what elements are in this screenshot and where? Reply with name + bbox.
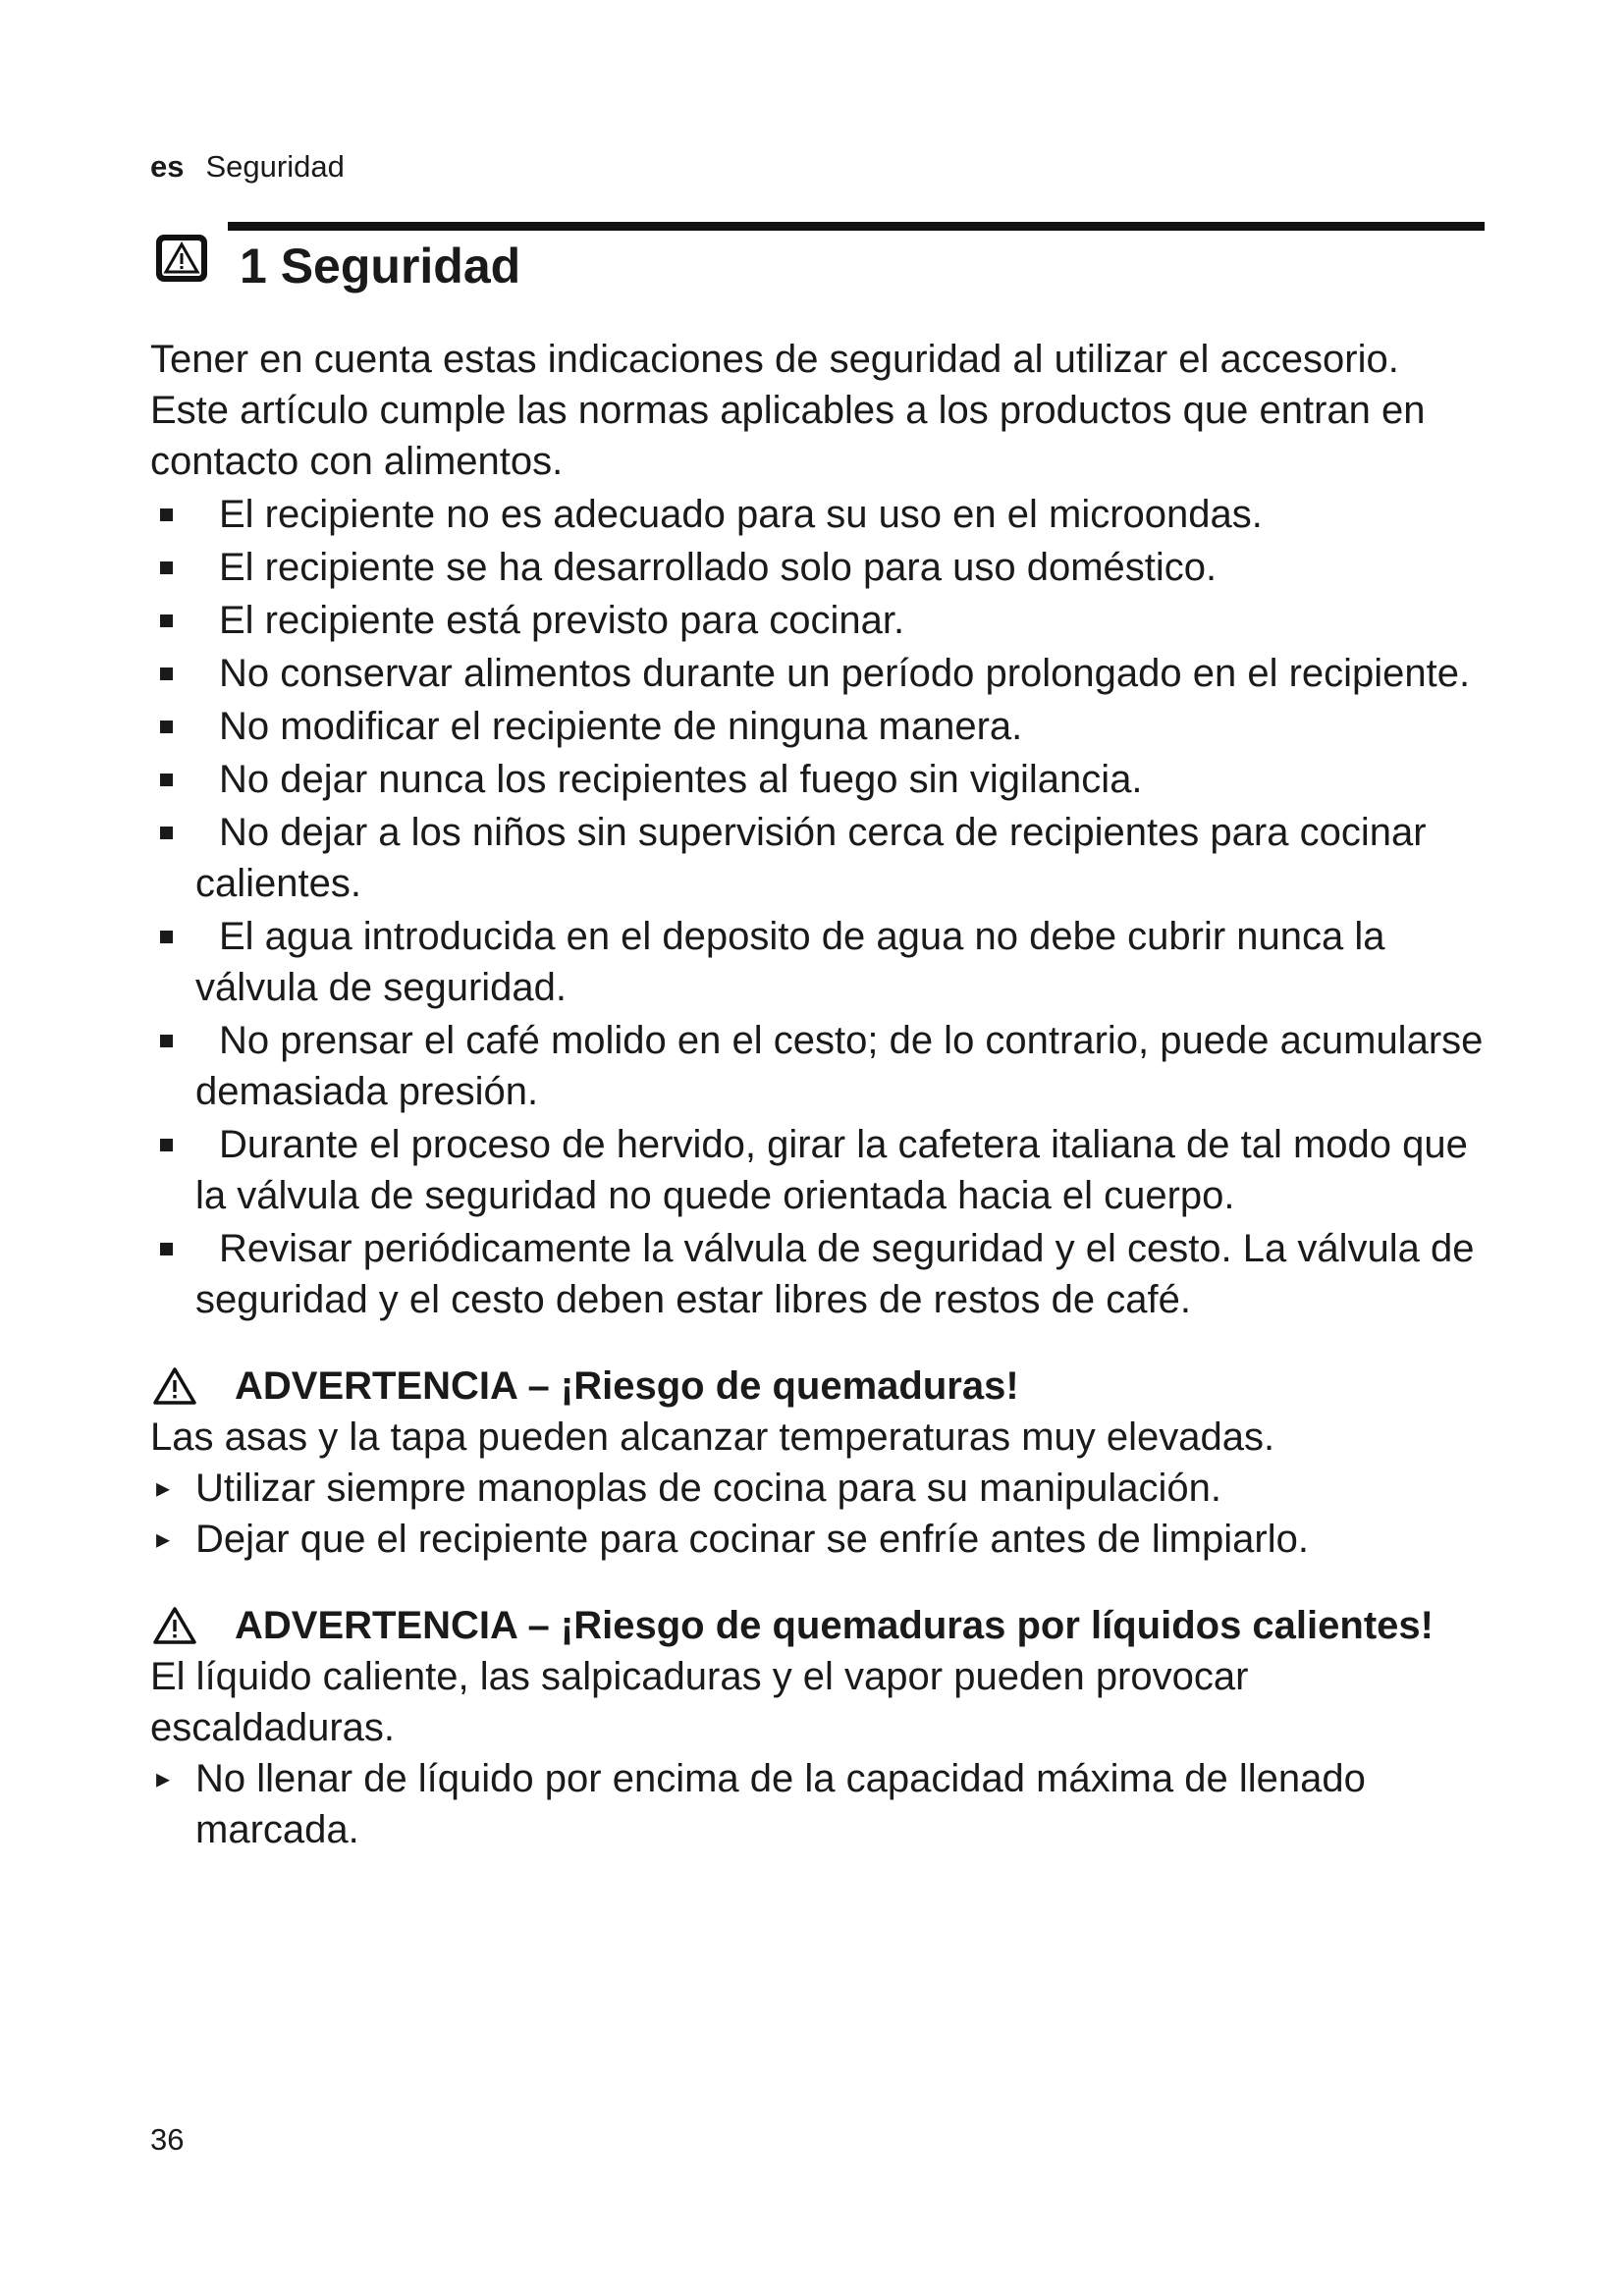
warning-triangle-icon xyxy=(152,1366,197,1406)
safety-list xyxy=(150,489,1490,1325)
arrow-right-icon: ▸ xyxy=(156,1763,171,1793)
list-item: No dejar a los niños sin supervisión cerca de recipientes para cocinar calientes. xyxy=(150,807,1490,909)
list-item: El recipiente se ha desarrollado solo para uso doméstico. xyxy=(150,542,1490,593)
bullet-square-icon xyxy=(160,1035,173,1047)
warning-burns xyxy=(150,1361,1490,1565)
list-item: Durante el proceso de hervido, girar la cafetera italiana de tal modo que la válvula de seguridad no quede orientada hacia el cuerpo. xyxy=(150,1119,1490,1221)
warning-hot-liquids xyxy=(150,1600,1490,1855)
page-title: 1 Seguridad xyxy=(240,239,521,294)
list-item: No dejar nunca los recipientes al fuego sin vigilancia. xyxy=(150,754,1490,805)
page-number: 36 xyxy=(150,2122,185,2157)
warning-steps xyxy=(150,1753,1490,1855)
bullet-square-icon xyxy=(160,774,173,786)
list-item: El recipiente está previsto para cocinar. xyxy=(150,595,1490,646)
main-content xyxy=(150,334,1490,1855)
list-item: No prensar el café molido en el cesto; de lo contrario, puede acumularse demasiada presión. xyxy=(150,1015,1490,1117)
warning-triangle-icon xyxy=(152,1606,197,1645)
bullet-square-icon xyxy=(160,931,173,943)
warning-heading: ADVERTENCIA – ¡Riesgo de quemaduras por líquidos calientes! xyxy=(150,1600,1490,1651)
list-item: El agua introducida en el deposito de agua no debe cubrir nunca la válvula de seguridad. xyxy=(150,911,1490,1013)
bullet-square-icon xyxy=(160,561,173,574)
bullet-square-icon xyxy=(160,1139,173,1151)
arrow-right-icon: ▸ xyxy=(156,1523,171,1554)
list-item: No modificar el recipiente de ninguna manera. xyxy=(150,701,1490,752)
warning-text: El líquido caliente, las salpicaduras y el vapor pueden provocar escaldaduras. xyxy=(150,1655,1249,1749)
header-section: Seguridad xyxy=(205,149,345,184)
arrow-right-icon: ▸ xyxy=(156,1472,171,1503)
language-code: es xyxy=(150,149,185,184)
bullet-square-icon xyxy=(160,508,173,521)
bullet-square-icon xyxy=(160,614,173,627)
list-item: ▸ No llenar de líquido por encima de la capacidad máxima de llenado marcada. xyxy=(150,1753,1490,1855)
warning-text: Las asas y la tapa pueden alcanzar temperaturas muy elevadas. xyxy=(150,1415,1275,1459)
bullet-square-icon xyxy=(160,1243,173,1255)
bullet-square-icon xyxy=(160,721,173,733)
list-item: Revisar periódicamente la válvula de seguridad y el cesto. La válvula de seguridad y el cesto deben estar libres de restos de café. xyxy=(150,1223,1490,1325)
intro-paragraph: Este artículo cumple las normas aplicables a los productos que entran en contacto con alimentos. xyxy=(150,389,1426,483)
bullet-square-icon xyxy=(160,827,173,839)
warning-box-icon xyxy=(153,232,210,285)
list-item: ▸ Dejar que el recipiente para cocinar se enfríe antes de limpiarlo. xyxy=(150,1514,1490,1565)
list-item: No conservar alimentos durante un período prolongado en el recipiente. xyxy=(150,648,1490,699)
title-rule xyxy=(228,222,1485,231)
intro-paragraph: Tener en cuenta estas indicaciones de seguridad al utilizar el accesorio. xyxy=(150,338,1399,381)
warning-steps xyxy=(150,1463,1490,1565)
bullet-square-icon xyxy=(160,667,173,680)
list-item: ▸ Utilizar siempre manoplas de cocina para su manipulación. xyxy=(150,1463,1490,1514)
warning-heading: ADVERTENCIA – ¡Riesgo de quemaduras! xyxy=(150,1361,1490,1412)
list-item: El recipiente no es adecuado para su uso en el microondas. xyxy=(150,489,1490,540)
page-header xyxy=(150,149,345,185)
